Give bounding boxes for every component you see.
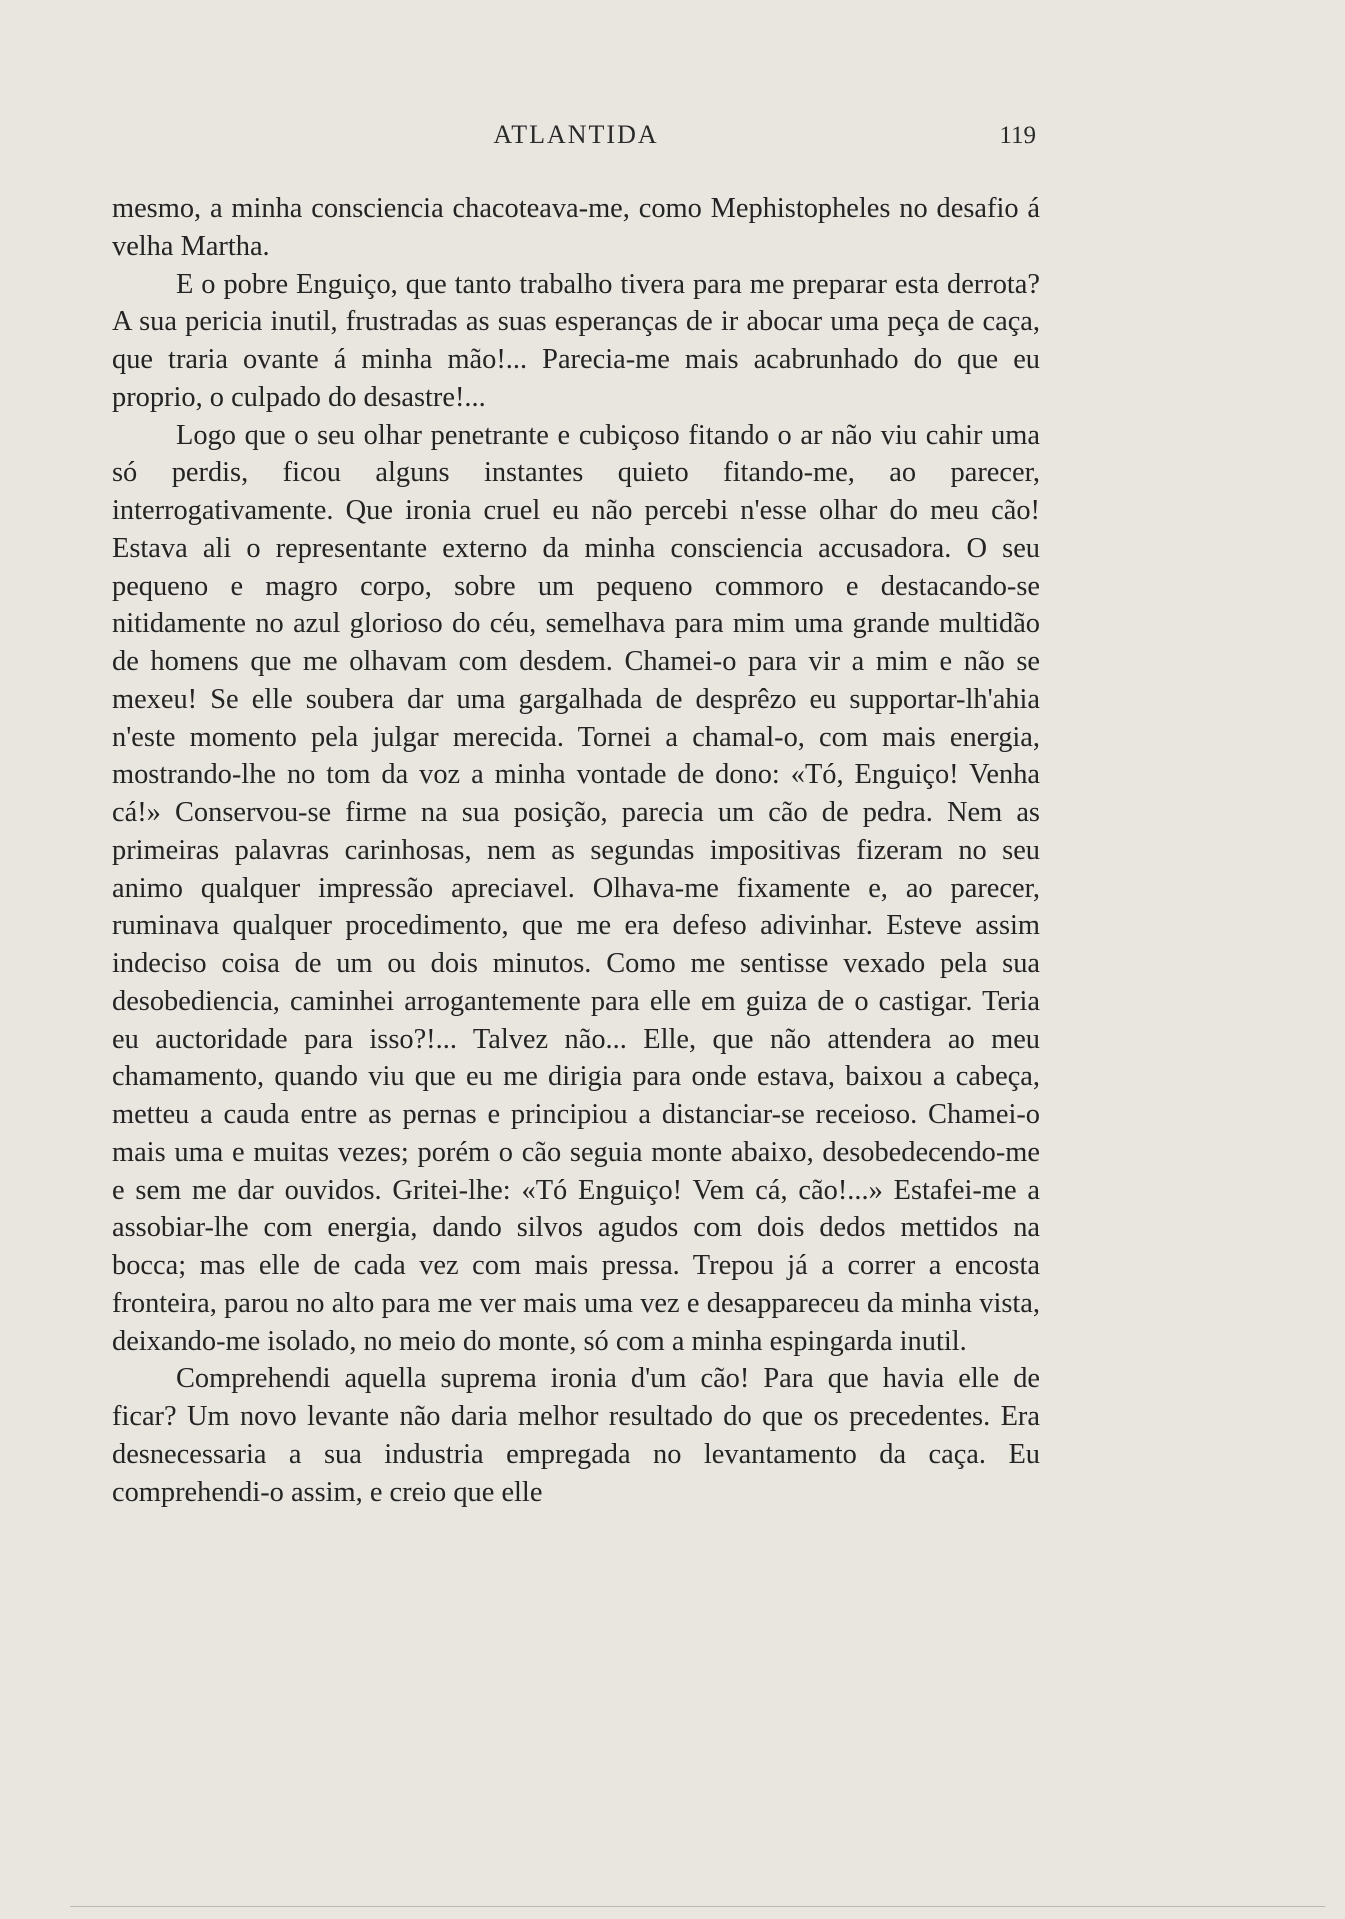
- body-text: [112, 190, 1040, 1511]
- page-header: [112, 120, 1040, 160]
- paragraph: E o pobre Enguiço, que tanto trabalho tivera para me preparar esta derrota? A sua pericia inutil, frustradas as suas esperanças de ir abocar uma peça de caça, que traria ovante á minha mão!... Parecia-me mais acabrunhado do que eu proprio, o culpado do desastre!...: [112, 268, 1040, 413]
- page-number: 119: [999, 122, 1036, 149]
- paragraph: Logo que o seu olhar penetrante e cubiçoso fitando o ar não viu cahir uma só perdis, ficou alguns instantes quieto fitando-me, ao parecer, interrogativamente. Que ironia cruel eu não percebi n'esse olhar do meu cão! Estava ali o representante externo da minha consciencia accusadora. O seu pequeno e magro corpo, sobre um pequeno commoro e destacando-se nitidamente no azul glorioso do céu, semelhava para mim uma grande multidão de homens que me olhavam com desdem. Chamei-o para vir a mim e não se mexeu! Se elle soubera dar uma gargalhada de desprêzo eu supportar-lh'ahia n'este momento pela julgar merecida. Tornei a chamal-o, com mais energia, mostrando-lhe no tom da voz a minha vontade de dono: «Tó, Enguiço! Venha cá!» Conservou-se firme na sua posição, parecia um cão de pedra. Nem as primeiras palavras carinhosas, nem as segundas impositivas fizeram no seu animo qualquer impressão apreciavel. Olhava-me fixamente e, ao parecer, ruminava qualquer procedimento, que me era defeso adivinhar. Esteve assim indeciso coisa de um ou dois minutos. Como me sentisse vexado pela sua desobediencia, caminhei arrogantemente para elle em guiza de o castigar. Teria eu auctoridade para isso?!... Talvez não... Elle, que não attendera ao meu chamamento, quando viu que eu me dirigia para onde estava, baixou a cabeça, metteu a cauda entre as pernas e principiou a distanciar-se receioso. Chamei-o mais uma e muitas vezes; porém o cão seguia monte abaixo, desobedecendo-me e sem me dar ouvidos. Gritei-lhe: «Tó Enguiço! Vem cá, cão!...» Estafei-me a assobiar-lhe com energia, dando silvos agudos com dois dedos mettidos na bocca; mas elle de cada vez com mais pressa. Trepou já a correr a encosta fronteira, parou no alto para me ver mais uma vez e desappareceu da minha vista, deixando-me isolado, no meio do monte, só com a minha espingarda inutil.: [112, 419, 1040, 1357]
- paragraph: mesmo, a minha consciencia chacoteava-me, como Mephistopheles no desafio á velha Martha.: [112, 193, 1040, 262]
- page-edge-line: [70, 1906, 1325, 1907]
- paragraph: Comprehendi aquella suprema ironia d'um cão! Para que havia elle de ficar? Um novo levante não daria melhor resultado do que os precedentes. Era desnecessaria a sua industria empregada no levantamento da caça. Eu comprehendi-o assim, e creio que elle: [112, 1363, 1040, 1508]
- running-title: ATLANTIDA: [493, 120, 659, 149]
